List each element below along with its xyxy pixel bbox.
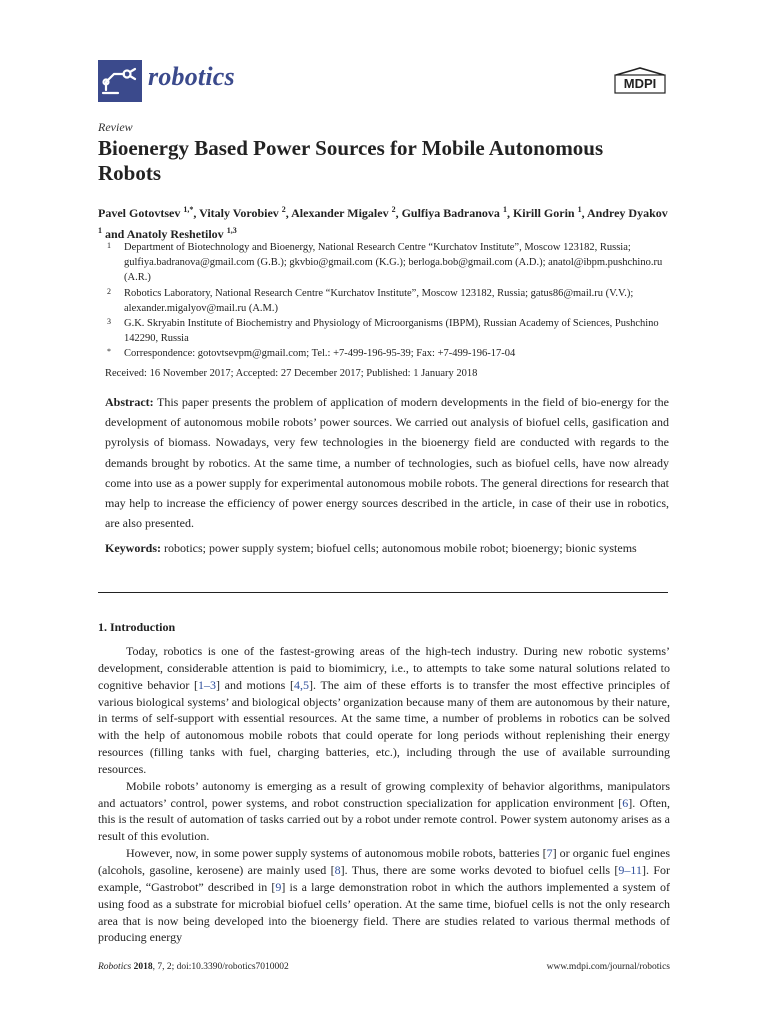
publisher-name: MDPI bbox=[623, 76, 657, 91]
citation-link[interactable]: 8 bbox=[334, 862, 341, 877]
footer-journal: Robotics bbox=[98, 962, 132, 972]
citation-link[interactable]: 9–11 bbox=[618, 862, 642, 877]
author-name: Alexander Migalev bbox=[291, 206, 392, 220]
author-affiliation-mark: 2 bbox=[391, 205, 396, 214]
affiliation-item bbox=[98, 316, 668, 346]
keywords-text: robotics; power supply system; biofuel cells; autonomous mobile robot; bioenergy; bionic systems bbox=[164, 541, 637, 555]
citation-link[interactable]: 6 bbox=[622, 795, 629, 810]
article-type: Review bbox=[98, 120, 133, 134]
affiliation-mark: 1 bbox=[107, 241, 111, 250]
citation-link[interactable]: 1–3 bbox=[197, 677, 216, 692]
author-affiliation-mark: 2 bbox=[281, 205, 286, 214]
author-name: Pavel Gotovtsev bbox=[98, 206, 184, 220]
affiliation-item bbox=[98, 286, 668, 316]
citation-link[interactable]: 9 bbox=[275, 879, 282, 894]
author-affiliation-mark: 1 bbox=[98, 226, 102, 235]
paragraph-text: ] is a large demonstration robot in which the authors implemented a system of using food as a substrate for microbial biofuel cells’ operation. At the same time, biofuel cells is not the only research area that is now being developed into the bioenergy field. There are studies related to various thermal methods of producing energy bbox=[98, 879, 671, 945]
affiliation-text: Correspondence: gotovtsevpm@gmail.com; Tel.: +7-499-196-95-39; Fax: +7-499-196-17-04 bbox=[124, 348, 516, 360]
paper-title: Bioenergy Based Power Sources for Mobile Autonomous Robots bbox=[98, 136, 604, 185]
affiliation-mark: * bbox=[107, 347, 111, 357]
paragraph-text: ] or organic fuel engines (alcohols, gasoline, kerosene) are mainly used [ bbox=[98, 846, 670, 877]
robotics-logo-icon bbox=[98, 60, 142, 102]
paragraph-text: ]. The aim of these efforts is to transfer the most effective principles of various biological systems’ and biological objects’ organization because many of them are autonomous by their nature, in terms of self-support with essential resources. At the same time, a number of problems in robotics can be solved with the help of autonomous mobile robots that could operate for long periods without replenishing their energy resources (filling tanks with fuel, charging batteries, etc.), including through the use of available surrounding resources. bbox=[98, 677, 670, 776]
affiliations bbox=[98, 240, 668, 362]
author-name: Andrey Dyakov bbox=[586, 206, 668, 220]
citation-link[interactable]: 4,5 bbox=[294, 677, 309, 692]
abstract-text: This paper presents the problem of application of modern developments in the field of bio-energy for the development of autonomous mobile robots’ power sources. We carried out analysis of biofuel cells, gasification and pyrolysis of biomass. Nowadays, very few technologies in the bioenergy field are conducted with regards to the demands brought by robotics. At the same time, a number of technologies, such as biofuel cells, have now already come into use as a power supply for experimental autonomous mobile robots. The general directions for research that may help to increase the efficiency of power energy sources described in the article, in case of their use in robotics, are also presented. bbox=[105, 395, 669, 531]
abstract-label: Abstract: bbox=[105, 395, 154, 409]
abstract bbox=[105, 392, 669, 533]
footer-citation bbox=[98, 962, 289, 972]
section-body bbox=[98, 643, 670, 946]
publication-dates: Received: 16 November 2017; Accepted: 27 December 2017; Published: 1 January 2018 bbox=[105, 368, 478, 379]
affiliation-text: G.K. Skryabin Institute of Biochemistry and Physiology of Microorganisms (IBPM), Russian Academy of Sciences, Pushchino 142290, Russia bbox=[124, 318, 659, 345]
author-affiliation-mark: 1 bbox=[577, 205, 582, 214]
paragraph-text: ]. Thus, there are some works devoted to biofuel cells [ bbox=[340, 862, 619, 877]
footer-doi: , 7, 2; doi:10.3390/robotics7010002 bbox=[152, 962, 289, 972]
author-affiliation-mark: 1,3 bbox=[226, 226, 237, 235]
paragraph bbox=[98, 778, 670, 845]
section-divider bbox=[98, 592, 668, 593]
mdpi-logo-icon bbox=[612, 66, 668, 96]
affiliation-mark: 2 bbox=[107, 286, 111, 296]
author-affiliation-mark: 1,* bbox=[183, 205, 194, 214]
author-name: Kirill Gorin bbox=[512, 206, 578, 220]
author-affiliation-mark: 1 bbox=[502, 205, 507, 214]
paragraph bbox=[98, 643, 670, 778]
journal-name: robotics bbox=[148, 62, 235, 91]
author-name: Vitaly Vorobiev bbox=[199, 206, 282, 220]
paragraph-text: Mobile robots’ autonomy is emerging as a result of growing complexity of behavior algorithms, manipulators and actuators’ control, power systems, and robot construction specialization for application environment [ bbox=[98, 778, 670, 810]
paragraph-text: ]. For example, “Gastrobot” described in [ bbox=[98, 862, 670, 894]
paragraph-text: However, now, in some power supply systems of autonomous mobile robots, batteries [ bbox=[126, 846, 547, 861]
footer-year: 2018 bbox=[133, 962, 153, 972]
keywords bbox=[105, 540, 669, 557]
footer-url[interactable]: www.mdpi.com/journal/robotics bbox=[546, 962, 670, 972]
affiliation-item bbox=[98, 346, 668, 361]
keywords-label: Keywords: bbox=[105, 541, 161, 555]
citation-link[interactable]: 7 bbox=[546, 846, 553, 861]
affiliation-mark: 3 bbox=[107, 317, 111, 327]
paragraph bbox=[98, 845, 670, 946]
section-heading: 1. Introduction bbox=[98, 620, 176, 634]
paragraph-text: Today, robotics is one of the fastest-growing areas of the high-tech industry. During new robotic systems’ development, considerable attention is paid to biomimicry, i.e., to attempts to take some natural solutions related to cognitive behavior [ bbox=[98, 644, 670, 692]
paragraph-text: ] and motions [ bbox=[215, 677, 294, 692]
affiliation-text: Department of Biotechnology and Bioenergy, National Research Centre “Kurchatov Institute”, Moscow 123182, Russia; gulfiya.badranova@gmail.com (G.B.); gkvbio@gmail.com (K.G.); berloga.bob@gmail.com (A.D.); anatol@ibpm.pushchino.ru (A.R.) bbox=[124, 242, 663, 284]
paragraph-text: ]. Often, this is the result of automation of tasks carried out by a robot under remote control. Power system autonomy arises as a result of this evolution. bbox=[98, 795, 670, 844]
author-list: Pavel Gotovtsev $^{1,*}$, Vitaly Vorobiev $^2$, Alexander Migalev $^2$, Gulfiya Badranova $^1$, Kirill Gorin $^1$, Andrey Dyakov $^1$ and Anatoly Reshetilov $^{1,3}$ bbox=[98, 205, 668, 241]
affiliation-item bbox=[98, 240, 668, 286]
author-name: Gulfiya Badranova bbox=[401, 206, 503, 220]
author-name: Anatoly Reshetilov bbox=[126, 227, 227, 241]
affiliation-text: Robotics Laboratory, National Research Centre “Kurchatov Institute”, Moscow 123182, Russia; gatus86@mail.ru (V.V.); alexander.migalyov@mail.ru (A.M.) bbox=[124, 287, 634, 314]
